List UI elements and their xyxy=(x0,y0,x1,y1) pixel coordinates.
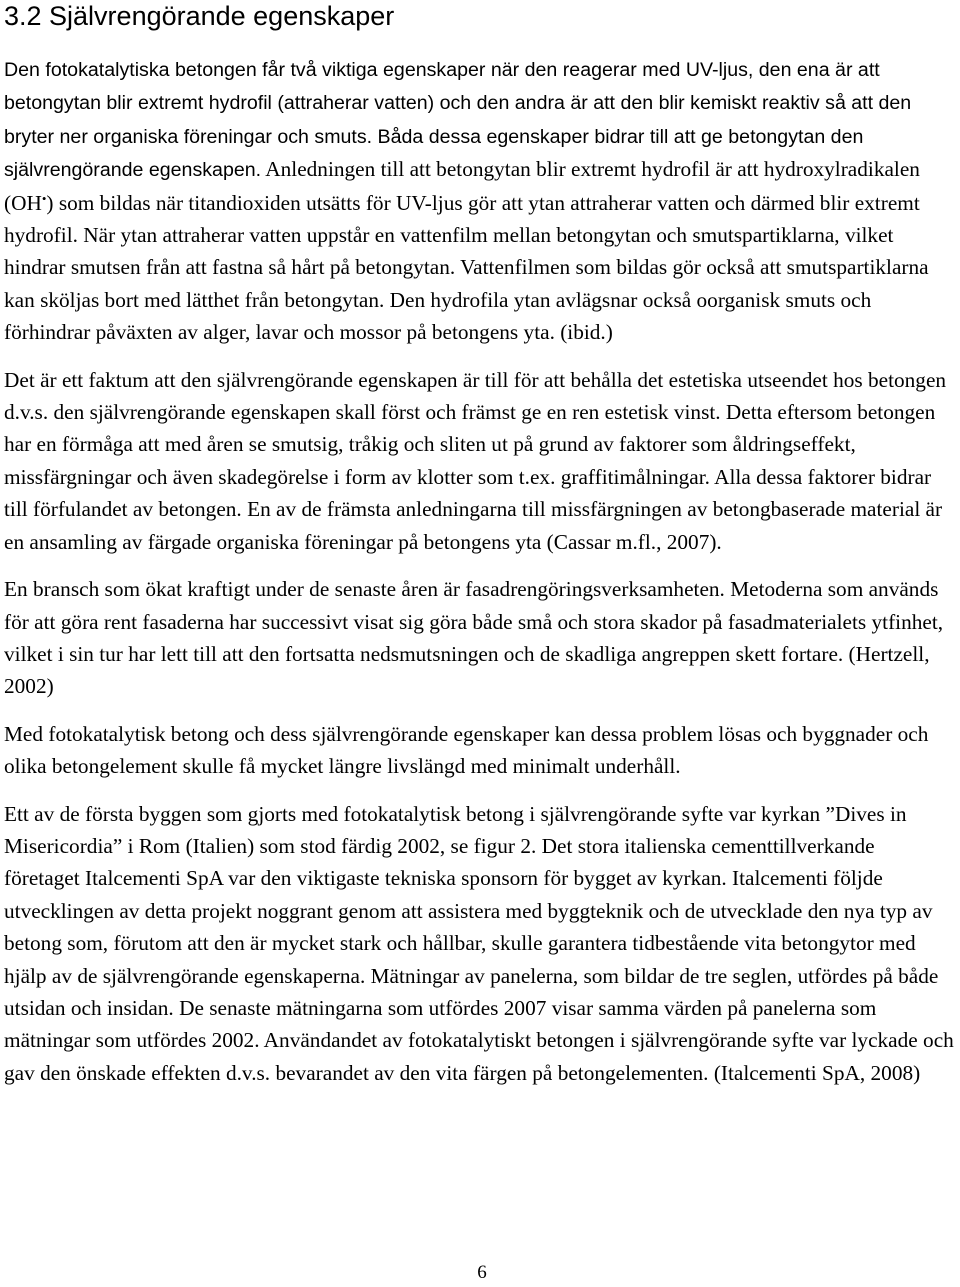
paragraph-aesthetic-appearance: Det är ett faktum att den självrengörande egenskapen är till för att behålla det estetiska utseendet hos betongen d.v.s. den självrengörande egenskapen skall först och främst ge en ren estetisk vinst. Detta eftersom betongen har en förmåga att med åren se smutsig, tråkig och sliten ut på grund av faktorer som åldringseffekt, missfärgningar och även skadegörelse i form av klotter som t.ex. graffitimålningar. Alla dessa faktorer bidrar till förfulandet av betongen. En av de främsta anledningarna till missfärgningen av betongbaserade material är en ansamling av färgade organiska föreningar på betongens yta (Cassar m.fl., 2007). xyxy=(4,367,947,554)
paragraph-self-cleaning-properties xyxy=(4,53,954,349)
paragraph-text-after-oh: ) som bildas när titandioxiden utsätts för UV-ljus gör att ytan attraherar vatten och därmed blir extremt hydrofil. När ytan attraherar vatten uppstår en vattenfilm mellan betongytan och smutspartiklarna, vilket hindrar smutsen från att fastna så hårt på betongytan. Vattenfilmen som bildas gör också att smutspartiklarna kan sköljas bort med lätthet från betongytan. Den hydrofila ytan avlägsnar också oorganisk smuts och förhindrar påväxten av alger, lavar och mossor på betongens yta. (ibid.) xyxy=(4,190,929,345)
paragraph-photocatalytic-solution: Med fotokatalytisk betong och dess självrengörande egenskaper kan dessa problem lösas och byggnader och olika betongelement skulle få mycket längre livslängd med minimalt underhåll. xyxy=(4,721,929,779)
radical-dot-superscript: • xyxy=(41,190,47,206)
paragraph-dives-in-misericordia: Ett av de första byggen som gjorts med fotokatalytisk betong i självrengörande syfte var kyrkan ”Dives in Misericordia” i Rom (Italien) som stod färdig 2002, se figur 2. Det stora italienska cementtillverkande företaget Italcementi SpA var den viktigaste tekniska sponsorn för bygget av kyrkan. Italcementi följde utvecklingen av detta projekt noggrant genom att assistera med byggteknik och de utvecklade den nya typ av betong som, förutom att den är mycket stark och hållbar, skulle garantera tidbestående vita betongytor med hjälp av de självrengörande egenskaperna. Mätningar av panelerna, som bildar de tre seglen, utfördes på både utsidan och insidan. De senaste mätningarna som utfördes 2007 visar samma värden på panelerna som mätningar som utfördes 2002. Användandet av fotokatalytiskt betongen i självrengörande syfte var lyckade och gav den önskade effekten d.v.s. bevarandet av den vita färgen på betongelementen. (Italcementi SpA, 2008) xyxy=(4,801,954,1085)
paragraph-text-before-oh: Anledningen till att betongytan blir extremt hydrofil är att hydroxylradikalen (OH xyxy=(4,157,920,215)
paragraph-facade-cleaning: En bransch som ökat kraftigt under de senaste åren är fasadrengöringsverksamheten. Metoderna som används för att göra rent fasaderna har successivt visat sig göra både små och stora skador på fasadmaterialets ytfinhet, vilket i sin tur har lett till att den fortsatta nedsmutsningen och de skadliga angreppen skett fortare. (Hertzell, 2002) xyxy=(4,577,944,699)
paragraph-intro-sentence: Den fotokatalytiska betongen får två viktiga egenskaper när den reagerar med UV-ljus, den ena är att betongytan blir extremt hydrofil (attraherar vatten) och den andra är att den blir kemiskt reaktiv så att den bryter ner organiska föreningar och smuts. Båda dessa egenskaper bidrar till att ge betongytan den självrengörande egenskapen. xyxy=(4,59,912,182)
page-number: 6 xyxy=(477,1262,487,1283)
section-heading: 3.2 Självrengörande egenskaper xyxy=(4,1,395,31)
